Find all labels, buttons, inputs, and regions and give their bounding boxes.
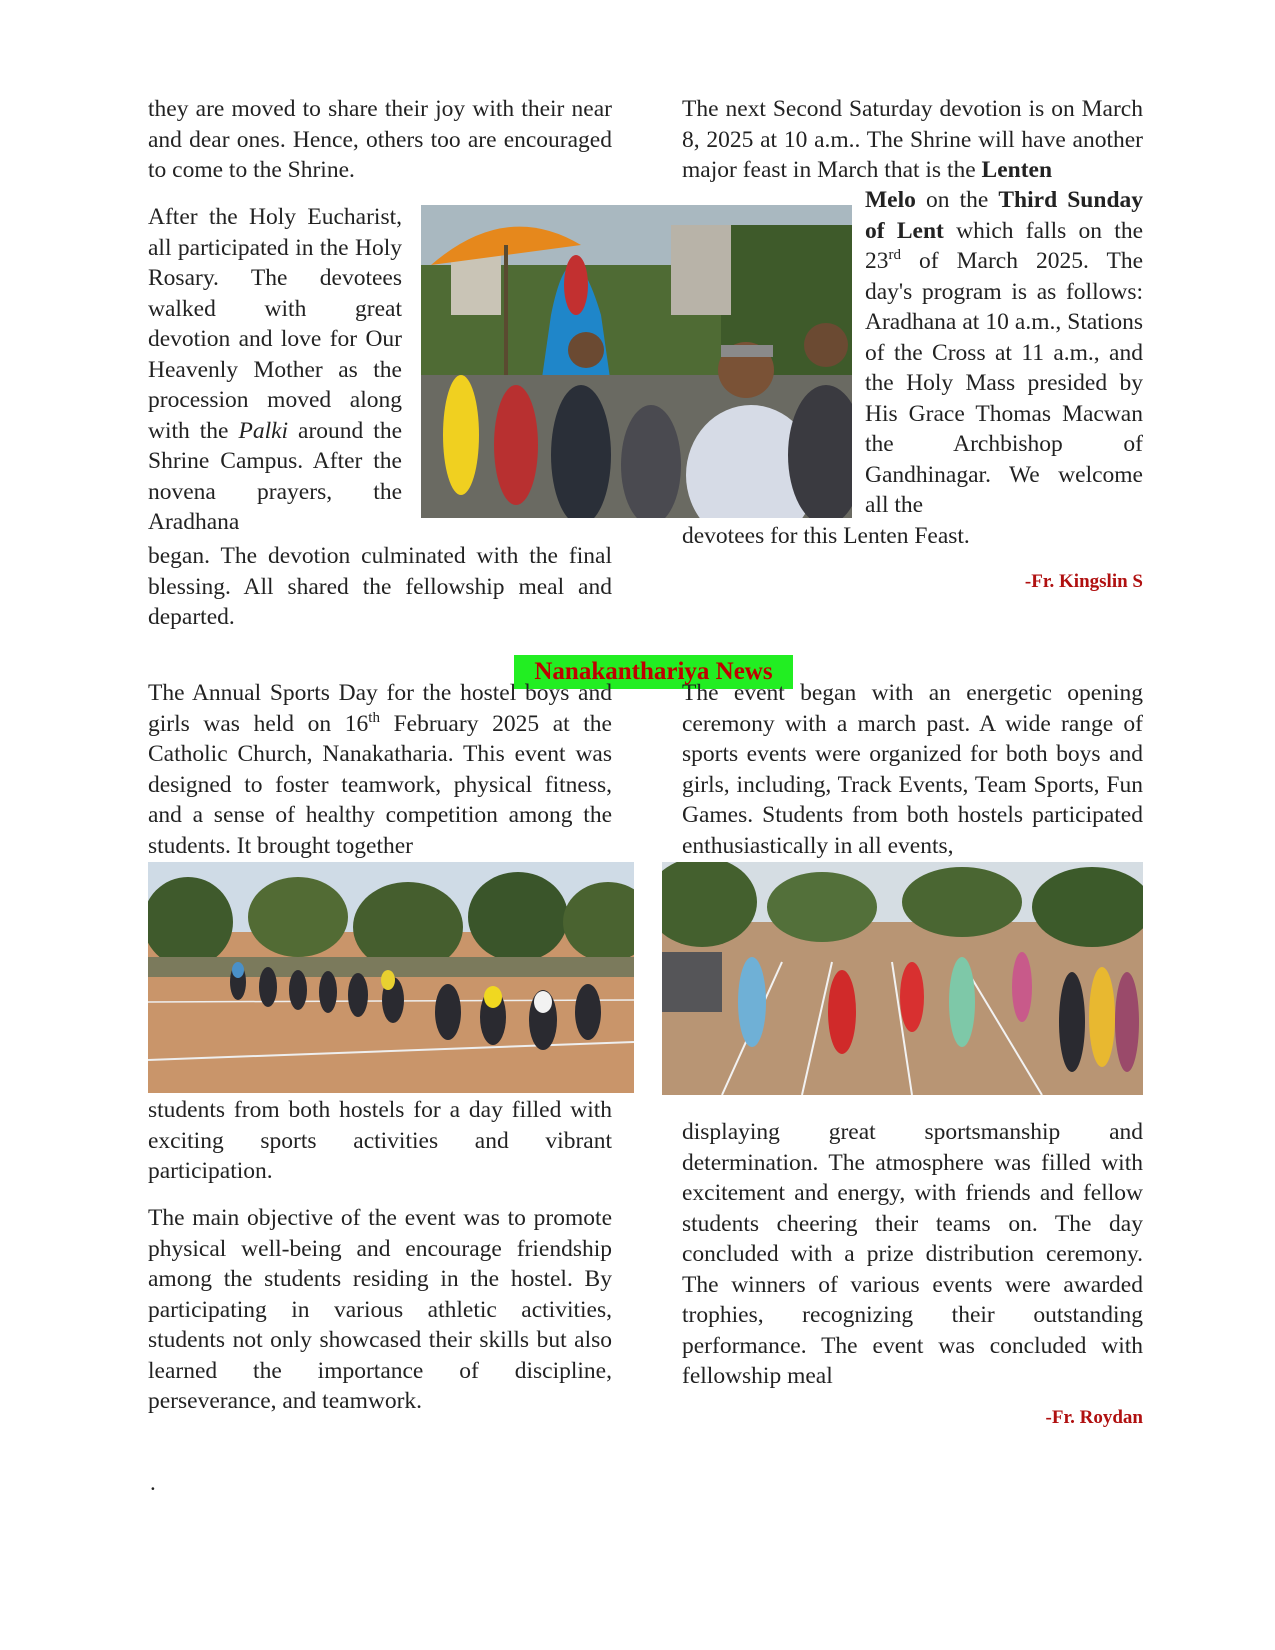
top-right-para-end: devotees for this Lenten Feast. <box>682 523 970 549</box>
race-photo <box>662 862 1143 1095</box>
bottom-left-para-1-cont: students from both hostels for a day filled with exciting sports activities and vibrant participation. <box>148 1097 612 1184</box>
page-dot: . <box>150 1470 156 1495</box>
melo-bold: Melo <box>865 187 916 213</box>
third-sunday-bold: Third Sunday <box>998 187 1144 213</box>
of-lent-bold: of Lent <box>865 217 944 244</box>
date-superscript: rd <box>888 247 901 264</box>
top-right-para-wrap: Melo on the Third Sunday of Lent which falls on the 23rd of March 2025. The day's program is as follows: Aradhana at 10 a.m., Stations of the Cross at 11 a.m., and the Holy Mass presided by His Grace Thomas Macwan the Archbishop of Gandhinagar. We welcome all the <box>865 187 1144 518</box>
th-superscript: th <box>368 709 380 726</box>
lenten-bold: Lenten <box>981 157 1053 183</box>
procession-photo <box>421 205 852 518</box>
tug-of-war-photo <box>148 862 634 1093</box>
top-left-para-1: they are moved to share their joy with their near and dear ones. Hence, others too are encouraged to come to the Shrine. <box>148 96 612 183</box>
signature-roydan: -Fr. Roydan <box>1045 1407 1143 1428</box>
bottom-left-para-2: The main objective of the event was to promote physical well-being and encourage friendship among the students residing in the hostel. By participating in various athletic activities, students not only showcased their skills but also learned the importance of discipline, perseverance, and teamwork. <box>148 1205 612 1414</box>
palki-italic: Palki <box>238 417 289 444</box>
top-right-para-full: The next Second Saturday devotion is on March 8, 2025 at 10 a.m.. The Shrine will have another major feast in March that is the Lenten <box>682 96 1143 183</box>
signature-kingslin: -Fr. Kingslin S <box>1024 571 1143 592</box>
bottom-left-para-1: The Annual Sports Day for the hostel boys and girls was held on 16th February 2025 at the Catholic Church, Nanakatharia. This event was designed to foster teamwork, physical fitness, and a sense of healthy competition among the students. It brought together <box>148 680 612 859</box>
top-left-para-2-wrap: After the Holy Eucharist, all participated in the Holy Rosary. The devotees walked with great devotion and love for Our Heavenly Mother as the procession moved along with the Palki around the Shrine Campus. After the novena prayers, the Aradhana <box>148 204 402 535</box>
top-left-para-2-full: began. The devotion culminated with the final blessing. All shared the fellowship meal and departed. <box>148 543 612 630</box>
bottom-right-para-1: The event began with an energetic opening ceremony with a march past. A wide range of sports events were organized for both boys and girls, including, Track Events, Team Sports, Fun Games. Students from both hostels participated enthusiastically in all events, <box>682 680 1143 859</box>
section-heading: Nanakanthariya News <box>514 655 793 689</box>
bottom-right-para-1-cont: displaying great sportsmanship and determination. The atmosphere was filled with excitement and energy, with friends and fellow students cheering their teams on. The day concluded with a prize distribution ceremony. The winners of various events were awarded trophies, recognizing their outstanding performance. The event was concluded with fellowship meal <box>682 1119 1143 1389</box>
